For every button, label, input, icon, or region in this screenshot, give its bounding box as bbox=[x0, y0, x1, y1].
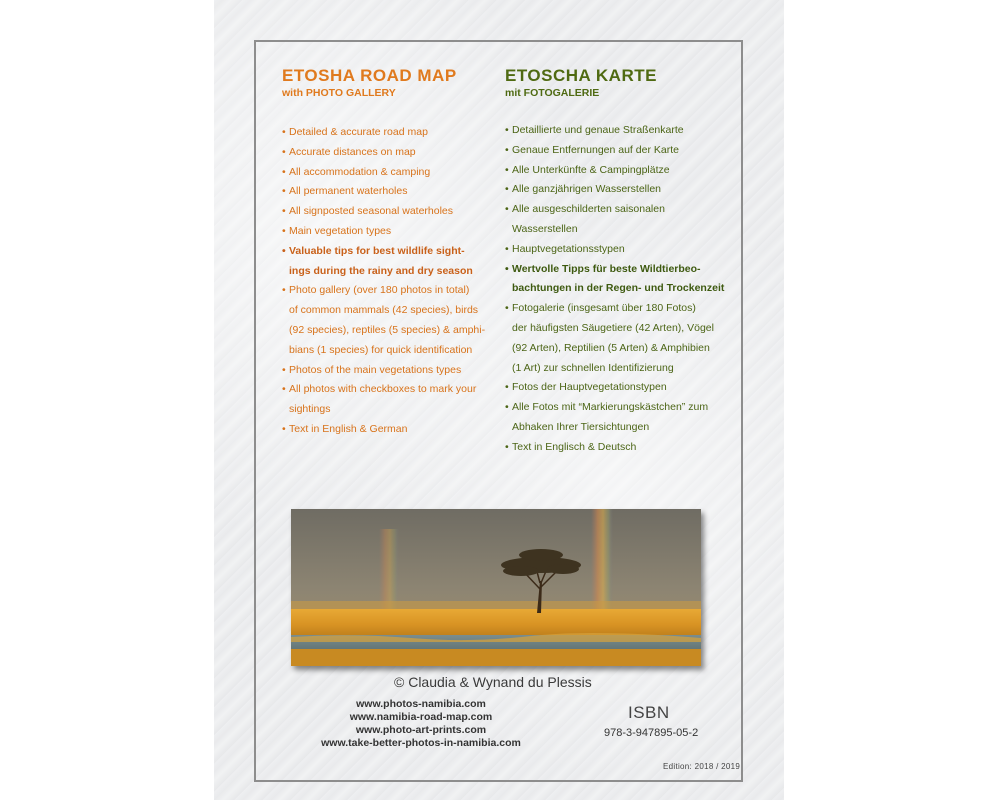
list-item: • All permanent waterholes bbox=[282, 185, 408, 198]
photo-credit: © Claudia & Wynand du Plessis bbox=[394, 674, 592, 690]
list-item: • Text in Englisch & Deutsch bbox=[505, 440, 637, 453]
list-item-continuation: bians (1 species) for quick identification bbox=[289, 343, 473, 356]
list-item-continuation: (92 species), reptiles (5 species) & amphi- bbox=[289, 323, 486, 336]
list-item: • Detaillierte und genaue Straßenkarte bbox=[505, 124, 684, 136]
list-item: • Alle ganzjährigen Wasserstellen bbox=[505, 183, 662, 196]
edition-note: Edition: 2018 / 2019 bbox=[663, 762, 741, 771]
list-item-continuation: of common mammals (42 species), birds bbox=[289, 304, 479, 317]
list-item-continuation: Wasserstellen bbox=[512, 222, 578, 235]
list-item: • Accurate distances on map bbox=[282, 145, 416, 158]
list-item: • Alle Fotos mit “Markierungskästchen” zum bbox=[505, 401, 709, 414]
website-list bbox=[296, 698, 546, 750]
english-subtitle: with PHOTO GALLERY bbox=[282, 87, 396, 99]
isbn-number: 978-3-947895-05-2 bbox=[604, 727, 699, 739]
list-item-continuation: bachtungen in der Regen- und Trockenzeit bbox=[512, 282, 725, 295]
list-item: • Fotogalerie (insgesamt über 180 Fotos) bbox=[505, 302, 696, 315]
german-column bbox=[505, 66, 740, 453]
list-item: • Photos of the main vegetations types bbox=[282, 363, 462, 376]
website-url: www.photo-art-prints.com bbox=[355, 724, 487, 736]
savanna-rainbow-photo bbox=[291, 509, 701, 666]
website-url: www.photos-namibia.com bbox=[356, 698, 486, 710]
isbn-label: ISBN bbox=[628, 703, 670, 722]
website-url: www.namibia-road-map.com bbox=[349, 711, 493, 723]
list-item: • Fotos der Hauptvegetationstypen bbox=[505, 381, 667, 394]
list-item-highlight: • Wertvolle Tipps für beste Wildtierbeo- bbox=[505, 262, 701, 275]
landscape-photo bbox=[291, 509, 701, 666]
english-feature-list bbox=[282, 123, 497, 440]
german-feature-list bbox=[505, 121, 740, 458]
list-item: • Alle Unterkünfte & Campingplätze bbox=[505, 163, 670, 176]
list-item: • All photos with checkboxes to mark your bbox=[282, 383, 477, 396]
list-item-highlight: • Valuable tips for best wildlife sight- bbox=[282, 244, 465, 257]
list-item: • Photo gallery (over 180 photos in total) bbox=[282, 284, 470, 297]
german-title: ETOSCHA KARTE bbox=[505, 66, 657, 85]
list-item: • All signposted seasonal waterholes bbox=[282, 205, 454, 218]
list-item-continuation: Abhaken Ihrer Tiersichtungen bbox=[512, 420, 650, 433]
list-item: • Text in English & German bbox=[282, 422, 408, 435]
list-item-continuation: ings during the rainy and dry season bbox=[289, 264, 473, 277]
english-title: ETOSHA ROAD MAP bbox=[282, 66, 457, 85]
list-item: • Hauptvegetationsstypen bbox=[505, 242, 625, 255]
list-item-continuation: sightings bbox=[289, 403, 331, 416]
list-item: • Main vegetation types bbox=[282, 224, 392, 237]
list-item-continuation: der häufigsten Säugetiere (42 Arten), Vögel bbox=[512, 321, 714, 334]
list-item: • Alle ausgeschilderten saisonalen bbox=[505, 203, 665, 216]
list-item: • Detailed & accurate road map bbox=[282, 126, 428, 138]
list-item-continuation: (1 Art) zur schnellen Identifizierung bbox=[512, 361, 674, 374]
german-subtitle: mit FOTOGALERIE bbox=[505, 87, 600, 99]
english-column bbox=[282, 66, 497, 435]
list-item: • Genaue Entfernungen auf der Karte bbox=[505, 143, 679, 156]
list-item-continuation: (92 Arten), Reptilien (5 Arten) & Amphibien bbox=[512, 341, 710, 354]
list-item: • All accommodation & camping bbox=[282, 165, 431, 178]
website-url: www.take-better-photos-in-namibia.com bbox=[321, 737, 521, 749]
